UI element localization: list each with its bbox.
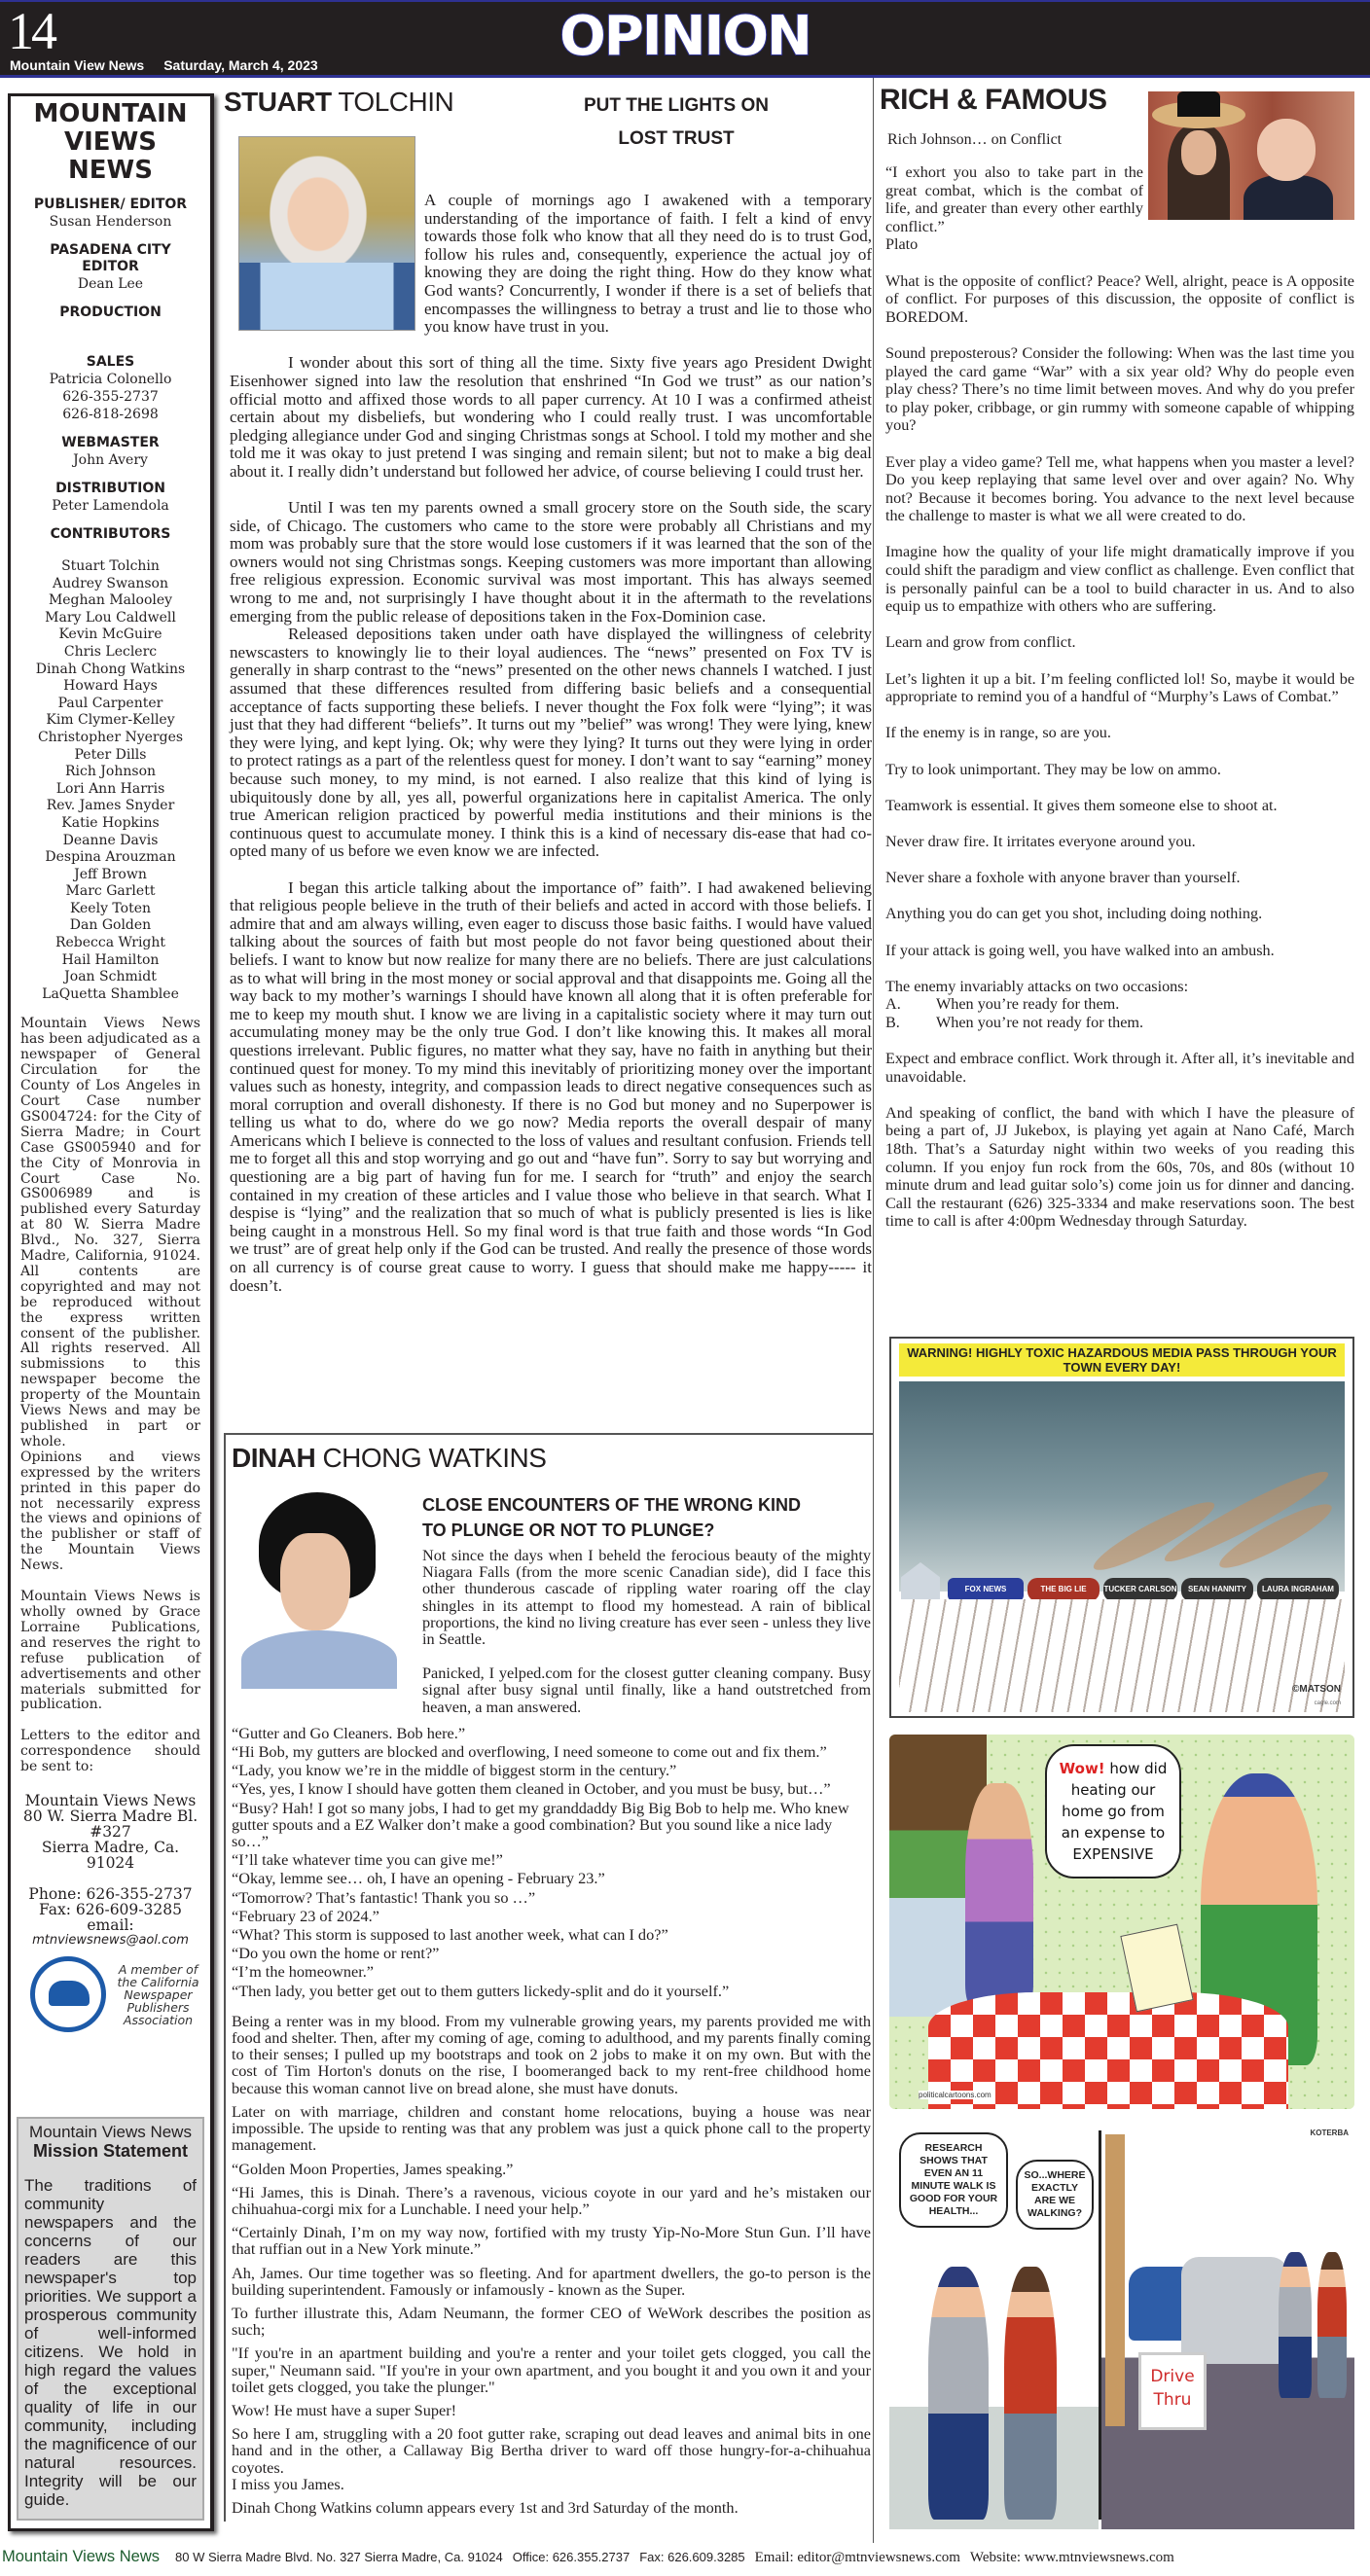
contributor-name: Dinah Chong Watkins xyxy=(35,661,186,677)
list-marker: B. xyxy=(885,1013,900,1031)
article-paragraph: To further illustrate this, Adam Neumann, the former CEO of WeWork describes the position as such; xyxy=(232,2303,871,2340)
headline-line: LOST TRUST xyxy=(618,128,735,149)
contributor-name: Stuart Tolchin xyxy=(61,558,160,574)
staff-name: Patricia Colonello xyxy=(49,372,172,387)
contributor-name: Lori Ann Harris xyxy=(55,780,165,797)
phone-number: Phone: 626-355-2737 xyxy=(28,1885,193,1904)
contributor-name: Mary Lou Caldwell xyxy=(45,609,176,626)
article-paragraph: "If you're in an apartment building and you're a renter and your toilet gets clogged, you call the super," Neumann said. "If you're in your own apartment, and you bought it and you own it and your toilet gets clogged, you take the plunger." xyxy=(232,2343,871,2396)
page-footer xyxy=(0,2543,1370,2569)
article-paragraph: Panicked, I yelped.com for the closest gutter cleaning company. Busy signal after busy signal until finally, like a hand outstretched from heaven, a man answered. xyxy=(422,1664,871,1716)
article-paragraph: Being a renter was in my blood. From my vulnerable growing years, my parents provided me with food and shelter. Then, after my coming of age, coming to adulthood, and my parents finally coming to their senses; I pulled up my bootstraps and took on 2 jobs to make it on my own. But with the cost of Tim Horton's donuts on the rise, I boomeranged back to my rent-free childhood home because this woman cannot live on bread alone, she must have donuts. xyxy=(232,2011,871,2097)
footer-paper-name: Mountain Views News xyxy=(2,2548,161,2565)
article-paragraph: If your attack is going well, you have walked into an ambush. xyxy=(885,941,1275,959)
article-paragraph: I wonder about this sort of thing all the time. Sixty five years ago President Dwight Eisenhower signed into law the resolution that enshrined “In God we trust” as our nation’s official motto and affixed those words to all paper currency. At 10 I was a confirmed atheist certain about my disbeliefs, but wondering who I could really trust. I was uncomfortable pledging allegiance under God and singing Christmas songs at School. I told my mother and she told me it was okay to just pretend I was singing and remain silent; but not to make a big deal about it. I really didn’t understand but followed her advice, of course believing I could trust her. xyxy=(230,353,872,481)
restaurant-pole xyxy=(1105,2134,1125,2426)
article-paragraph: Until I was ten my parents owned a small grocery store on the South side, the scary side, of Chicago. The customers who came to the store were probably all Christians and my mom was probably sure that the store would lose customers if it was learned that the son of the owners would not sing Christmas songs. Keeping customers was more important than allowing free religious expression. Economic survival was most important. This has always seemed wrong to me and, not surprisingly I have thought about it in the aftermath to the revelations emerging from the public release of depositions taken in the Fox-Dominion case. xyxy=(230,498,872,626)
mission-title: Mountain Views News xyxy=(29,2123,192,2141)
contributor-name: Howard Hays xyxy=(63,678,158,695)
byline-last: TOLCHIN xyxy=(338,87,454,117)
dialogue-line: “Okay, lemme see… oh, I have an opening - February 23.” xyxy=(232,1869,605,1888)
header-dateline xyxy=(10,57,338,73)
train-car: SEAN HANNITY xyxy=(1181,1578,1253,1601)
role-label: PRODUCTION xyxy=(59,304,162,320)
article-paragraph: Teamwork is essential. It gives them someone else to shoot at. xyxy=(885,796,1278,814)
article-body xyxy=(224,192,872,1295)
bubble-exclaim: Wow! xyxy=(1059,1760,1105,1777)
footer-address: 80 W Sierra Madre Blvd. No. 327 Sierra Madre, Ca. 91024 xyxy=(175,2550,503,2564)
email-link[interactable]: mtnviewsnews@aol.com xyxy=(32,1933,189,1949)
cnpa-text: A member of the California Newspaper Publishers Association xyxy=(117,1961,199,2027)
staff-name: Dean Lee xyxy=(77,276,144,292)
article-paragraph: A couple of mornings ago I awakened with a temporary understanding of the importance of faith. I felt a kind of envy towards those folk who know that all they need do is to trust God, follow his rules and, consequently, experience the actual joy of knowing they are doing the right thing. How do they know what God wants? Concurrently, I wonder if there is a set of beliefs that encompasses the willingness to betray a trust and lie to those who you know have trust in you. xyxy=(424,191,872,337)
train-car: TUCKER CARLSON xyxy=(1103,1578,1177,1601)
staff-name: John Avery xyxy=(73,452,148,468)
column-title: RICH & FAMOUS xyxy=(880,84,1107,116)
dialogue-line: “February 23 of 2024.” xyxy=(232,1906,379,1925)
address-line: 91024 xyxy=(86,1854,135,1873)
cartoonist-signature: KOTERBA xyxy=(1310,2129,1349,2137)
contributor-name: Dan Golden xyxy=(69,917,152,934)
staff-name: Susan Henderson xyxy=(49,214,172,230)
article-paragraph: Ever play a video game? Tell me, what happens when you master a level? Do you keep replaying that same level over and over again? No. Why not? Because it becomes boring. You advance to the next level because the challenge to master is what we all were created to do. xyxy=(885,452,1354,525)
contributor-name: Chris Leclerc xyxy=(63,643,158,660)
dialogue-line: “I’m the homeowner.” xyxy=(232,1962,375,1982)
contributor-name: Rich Johnson xyxy=(64,764,157,780)
list-text: When you’re not ready for them. xyxy=(936,1013,1144,1031)
car xyxy=(1181,2257,1288,2364)
list-item xyxy=(885,995,1354,1014)
address-line: 80 W. Sierra Madre Bl. xyxy=(22,1807,198,1826)
staff-name: Peter Lamendola xyxy=(52,498,169,514)
article-paragraph: Let’s lighten it up a bit. I’m feeling conflicted lol! So, maybe it would be appropriate to remind you of a handful of “Murphy’s Laws of Combat.” xyxy=(885,669,1354,706)
masthead-title-line: VIEWS xyxy=(64,127,157,157)
media-train-cartoon xyxy=(889,1337,1354,1718)
quote-text: “I exhort you also to take part in the great combat, which is the combat of life, and greater than every other earthly conflict.” xyxy=(885,163,1143,235)
issue-date: Saturday, March 4, 2023 xyxy=(163,57,318,73)
list-marker: A. xyxy=(885,995,901,1014)
speech-bubble: RESEARCH SHOWS THAT EVEN AN 11 MINUTE WALK IS GOOD FOR YOUR HEALTH... xyxy=(899,2132,1008,2228)
contributors-list xyxy=(20,558,200,1003)
article-paragraph: Wow! He must have a super Super! xyxy=(232,2400,457,2419)
article-paragraph: Learn and grow from conflict. xyxy=(885,633,1076,652)
cartoon-source: politicalcartoons.com xyxy=(919,2091,991,2099)
dialogue-line: “Hi Bob, my gutters are blocked and overflowing, I need someone to come out and fix them.” xyxy=(232,1742,827,1762)
article-paragraph: Never draw fire. It irritates everyone around you. xyxy=(885,832,1196,850)
cnpa-bear-logo-icon xyxy=(30,1956,106,2032)
role-label: PUBLISHER/ EDITOR xyxy=(33,197,188,212)
dialogue-line: “I’ll take whatever time you can give me!” xyxy=(232,1850,503,1870)
ownership-text: Mountain Views News is wholly owned by Grace Lorraine Publications, and reserves the right to refuse publication of advertisements and other materials submitted for publication. xyxy=(20,1589,200,1713)
article-continued xyxy=(232,2013,871,2516)
contributor-name: Paul Carpenter xyxy=(57,695,163,711)
drive-thru-sign: Drive Thru xyxy=(1138,2352,1207,2430)
mission-subtitle: Mission Statement xyxy=(32,2141,189,2161)
article-paragraph: And speaking of conflict, the band with which I have the pleasure of being a part of, JJ Jukebox, is playing yet again at Nano Café, March 18th. That’s a Saturday night within two weeks of you reading this column. If you enjoy fun rock from the 60s, 70s, and 80s (without 10 minute drum and lead guitar solo’s) come join us for dinner and dancing. Call the restaurant (626) 325-3334 and make reservations soon. The best time to call is after 4:00pm Wednesday through Saturday. xyxy=(885,1103,1354,1231)
dialogue-line: “Do you own the home or rent?” xyxy=(232,1944,440,1963)
role-label: DISTRIBUTION xyxy=(55,481,165,496)
role-label: WEBMASTER xyxy=(61,435,160,450)
article-paragraph: I began this article talking about the importance of” faith”. I had awakened believing that religious people believe in the truth of their beliefs and acted in accord with those beliefs. I admire that and am always willing, even eager to discuss those basic faiths. I would have valued talking about the sources of faith but most people do not favor being questioned about their beliefs. I want to know but now realize for many there are no beliefs. There are just calculations as to what will bring in the most money or social approval and that disappoints me. Going all the way back to my mother’s warnings I should have known all along that it is often preferable for me to keep my mouth shut. I know we are living in a capitalistic society where it may turn out accumulating money may be the only true God. I don’t like knowing this. It makes all moral questions irrelevant. Public figures, no matter what they say, have no faith in anything but their continued quest for money. To my mind this inevitably of prioritizing money over the important values such as honesty, integrity, and compassion leads to direct negative consequences such as moral corruption and overall dishonesty. If there is no God but money and no Superpower is telling us what to do, where do we go now? Media reports the overall despair of many Americans which I believe is connected to the loss of values and resultant confusion. Friends tell me to forget all this and stop worrying and go out and “have fun”. Sorry to say but worrying and questioning are a big part of having fun for me. I search for “truth” and enjoy the search contained in my creation of these articles and I value those who believe in that search. What I despise is “lying” and the realization that so much of what is publicly presented is lies is like being caught in a monstrous Hell. So my final word is that true faith and those words “In God we trust” are of great help only if the God can be trusted. And really the presence of those words on all currency is of course great cause to worry. I guess that should make me happy----- it doesn’t. xyxy=(230,877,872,1295)
role-label: EDITOR xyxy=(82,259,139,274)
contributor-name: Kim Clymer-Kelley xyxy=(46,712,175,729)
contributor-name: Rebecca Wright xyxy=(54,935,166,951)
cartoon-headline: WARNING! HIGHLY TOXIC HAZARDOUS MEDIA PASS THROUGH YOUR TOWN EVERY DAY! xyxy=(899,1343,1345,1377)
article-paragraph: Later on with marriage, children and constant home relocations, buying a house was near impossible. The upside to renting was that any problem was just a quick phone call to the property management. xyxy=(232,2101,871,2155)
role-label: SALES xyxy=(86,354,135,370)
opinions-disclaimer: Opinions and views expressed by the writers printed in this paper do not necessarily express the views and opinions of the publisher or staff of the Mountain Views News. xyxy=(20,1449,200,1574)
dialogue-line: “Busy? Hah! I got so many jobs, I had to get my granddaddy Big Big Bob to help me. Who knew gutter spouts and a EZ Walker don’t make a good combination? But you sound like a nice lady so…” xyxy=(232,1798,849,1851)
masthead-title xyxy=(20,100,200,185)
page-columns xyxy=(0,78,1370,2543)
contributor-name: Rev. James Snyder xyxy=(46,798,175,814)
role-label: CONTRIBUTORS xyxy=(50,526,171,542)
footer-website[interactable]: Website: www.mtnviewsnews.com xyxy=(969,2550,1174,2565)
cartoonist-signature: ©MATSON xyxy=(1292,1684,1341,1695)
address-line: Sierra Madre, Ca. xyxy=(41,1839,180,1857)
article-paragraph: “Certainly Dinah, I’m on my way now, fortified with my trusty Yip-No-More Stun Gun. I’ll have that ruffian out in a New York minute.” xyxy=(232,2223,871,2259)
man-walking xyxy=(928,2267,989,2520)
contributor-name: Marc Garlett xyxy=(65,883,156,900)
headline-line: PUT THE LIGHTS ON xyxy=(584,95,769,116)
staff-phone: 626-355-2737 xyxy=(62,389,159,405)
quote-author: Plato xyxy=(885,235,919,254)
list-text: When you’re ready for them. xyxy=(936,995,1120,1014)
dialogue xyxy=(232,1725,871,1999)
article-paragraph: Released depositions taken under oath have displayed the willingness of celebrity newscasters to knowingly lie to their loyal audiences. The “news” presented on Fox TV is generally in sharp contrast to the “news” presented on the other news channels I watched. I just assumed that these differences resulted from differing basic beliefs and a consequential acceptance of facts supporting these beliefs. I never thought the Fox folk were “lying”; it was just that they had different “beliefs”. It turns out my ”belief” was wrong! They were lying, knew they were lying, and kept lying. Ok; why were they lying? It turns out they were lying in order to protect ratings as a part of the relentless quest for money. I don’t want to say “earning” money because such money, to my mind, is not earned. I also realize that this kind of lying is ubiquitously done by all, yes all, powerful organizations here in capitalist America. The only true American religion practiced by powerful media institutions and their minions is the continuous quest to accumulate money. I think this is a kind of necessary dis-ease that had co-opted many of us before we even know we are infected. xyxy=(230,625,872,861)
dialogue-line: “Tomorrow? That’s fantastic! Thank you so …” xyxy=(232,1887,536,1907)
article-paragraph: If the enemy is in range, so are you. xyxy=(885,724,1111,742)
stuart-tolchin-column xyxy=(224,86,873,1433)
contributor-name: Despina Arouzman xyxy=(45,849,176,866)
legal-notice xyxy=(20,1017,200,2032)
article-paragraph: “Golden Moon Properties, James speaking.” xyxy=(232,2159,514,2178)
fax-number: Fax: 626-609-3285 xyxy=(39,1901,182,1919)
byline-first: STUART xyxy=(224,87,332,117)
address-line: #327 xyxy=(90,1823,131,1842)
article-paragraph: Imagine how the quality of your life might dramatically improve if you could shift the paradigm and view conflict as challenge. Even conflict that is personally painful can be a tool to build character in us. And to also equip us to empathize with others who are suffering. xyxy=(885,543,1354,616)
masthead-box xyxy=(8,93,214,2531)
column-subtitle: Rich Johnson… on Conflict xyxy=(887,131,1063,148)
byline-first: DINAH xyxy=(232,1443,316,1473)
woman-figure xyxy=(965,1783,1033,2007)
dialogue-line: “What? This storm is supposed to last another week, what can I do?” xyxy=(232,1925,668,1945)
panel-divider xyxy=(1099,2130,1101,2520)
author-photo xyxy=(238,136,415,331)
contributor-name: Hail Hamilton xyxy=(61,951,160,968)
dialogue-line: “Then lady, you better get out to them gutters lickedy-split and do it yourself.” xyxy=(232,1981,730,2000)
article-paragraph: Sound preposterous? Consider the following: When was the last time you played the card game “War” with a six year old? Why do people even play chess? There’s no time limit between moves. And why do you prefer to play poker, cribbage, or gin rummy with someone capable of whipping you? xyxy=(885,343,1354,435)
role-label: PASADENA CITY xyxy=(50,242,171,258)
contributor-name: Joan Schmidt xyxy=(64,969,157,985)
letters-text: Letters to the editor and correspondence should be sent to: xyxy=(20,1728,200,1775)
contributor-name: Audrey Swanson xyxy=(53,575,168,591)
article-headline xyxy=(516,89,837,156)
contributor-name: LaQuetta Shamblee xyxy=(42,985,179,1002)
contributor-name: Jeff Brown xyxy=(74,866,147,882)
man-walking xyxy=(1279,2252,1312,2398)
article-paragraph: Dinah Chong Watkins column appears every 1st and 3rd Saturday of the month. xyxy=(232,2497,739,2517)
headline-line: TO PLUNGE OR NOT TO PLUNGE? xyxy=(422,1521,715,1540)
contributor-name: Katie Hopkins xyxy=(61,814,160,831)
dialogue-line: “Gutter and Go Cleaners. Bob here.” xyxy=(232,1723,466,1742)
article-paragraph: Ah, James. Our time together was so fleeting. And for apartment dwellers, the go-to person is the building superintendent. Famously or infamously - known as the Super. xyxy=(232,2263,871,2299)
dialogue-line: “Lady, you know we’re in the middle of biggest storm in the century.” xyxy=(232,1761,677,1780)
right-column xyxy=(873,78,1359,2543)
section-title: OPINION xyxy=(559,5,811,68)
legal-text: Mountain Views News has been adjudicated as a newspaper of General Circulation for the County of Los Angeles in Court Case number GS004724: for the City of Sierra Madre; in Court Case GS005940 and for the City of Monrovia in Court Case No. GS006989 and is published every Saturday at 80 W. Sierra Madre Blvd., No. 327, Sierra Madre, California, 91024. All contents are copyrighted and may not be reproduced without the express written consent of the publisher. All rights reserved. All submissions to this newspaper become the property of the Mountain Views News and may be published in part or whole. xyxy=(20,1016,200,1449)
cartoon-source: cagle.com xyxy=(1314,1700,1341,1706)
cnpa-membership xyxy=(20,1956,200,2032)
paragraphs xyxy=(885,1050,1354,1231)
heating-bill-cartoon xyxy=(889,1735,1354,2109)
footer-email[interactable]: Email: editor@mtnviewsnews.com xyxy=(754,2550,960,2565)
dinah-chong-watkins-column xyxy=(224,1433,873,2522)
train-car: LAURA INGRAHAM xyxy=(1257,1578,1339,1601)
article-paragraph: Anything you do can get you shot, including doing nothing. xyxy=(885,905,1263,923)
mission-text: The traditions of community newspapers and the concerns of our readers are this newspaper's top priorities. We support a prosperous community of well-informed citizens. We hold in high regard the values of the exceptional quality of life in our community, including the magnificence of our natural resources. Integrity will be our guide. xyxy=(24,2176,197,2509)
article-paragraph: I miss you James. xyxy=(232,2474,344,2493)
speech-bubble: SO...WHERE EXACTLY ARE WE WALKING? xyxy=(1016,2160,1094,2230)
train-car: FOX NEWS xyxy=(948,1578,1024,1601)
article-body xyxy=(880,163,1354,1231)
page-header xyxy=(0,0,1370,78)
masthead-title-line: NEWS xyxy=(68,156,153,185)
woman-walking xyxy=(1317,2252,1347,2398)
train-car: THE BIG LIE xyxy=(1028,1578,1100,1601)
contributor-name: Peter Dills xyxy=(74,746,147,763)
opening-quote xyxy=(885,163,1143,254)
author-photo xyxy=(232,1485,416,1708)
rich-and-famous-column xyxy=(880,82,1354,1246)
article-paragraph: Try to look unimportant. They may be low on ammo. xyxy=(885,760,1221,778)
email-label: email: xyxy=(87,1916,134,1935)
paper-name: Mountain View News xyxy=(10,57,145,73)
footer-fax: Fax: 626.609.3285 xyxy=(639,2550,745,2564)
article-paragraph: Expect and embrace conflict. Work through it. After all, it’s inevitable and unavoidable. xyxy=(885,1050,1354,1086)
woman-walking xyxy=(1004,2267,1057,2520)
staff-phone: 626-818-2698 xyxy=(62,407,159,422)
byline-last: CHONG WATKINS xyxy=(322,1443,547,1473)
author-photo xyxy=(1148,91,1354,220)
list-item xyxy=(885,1014,1354,1032)
dialogue-line: “Yes, yes, I know I should have gotten them cleaned in October, and you must be busy, but…” xyxy=(232,1779,831,1799)
article-paragraph: Never share a foxhole with anyone braver than yourself. xyxy=(885,869,1241,887)
article-paragraph: What is the opposite of conflict? Peace? Well, alright, peace is A opposite of conflict. For purposes of this discussion, the opposite of conflict is BOREDOM. xyxy=(885,271,1354,326)
column-byline xyxy=(232,1442,871,1475)
paragraphs xyxy=(885,272,1354,960)
contributor-name: Keely Toten xyxy=(69,900,152,916)
address-line: Mountain Views News xyxy=(24,1792,197,1810)
contributor-name: Christopher Nyerges xyxy=(37,729,184,745)
contributor-name: Kevin McGuire xyxy=(58,626,162,643)
article-paragraph: Not since the days when I beheld the ferocious beauty of the mighty Niagara Falls (from the more scenic Canadian side), did I face this other thunderous cascade of rippling water roaring off the clay shingles in its attempt to flood my homestead. A rain of biblical proportions, the kind no living creature has ever seen - unless they live in Seattle. xyxy=(422,1546,871,1649)
article-paragraph: “Hi James, this is Dinah. There’s a ravenous, vicious coyote in our yard and he’s mistaken our chihuahua-corgi mix for a Lunchable. I need your help.” xyxy=(232,2182,871,2218)
occasions-intro: The enemy invariably attacks on two occasions: xyxy=(885,977,1189,995)
walking-cartoon xyxy=(889,2121,1354,2529)
speech-bubble xyxy=(1045,1744,1181,1878)
cartoon-field xyxy=(899,1599,1345,1712)
article-paragraph: So here I am, struggling with a 20 foot gutter rake, scraping out dead leaves and animal bits in one hand and in the other, a Callaway Big Bertha driver to ward off those hungry-for-a-chihuahua coyotes. xyxy=(232,2424,871,2477)
mission-statement-box xyxy=(17,2117,204,2521)
masthead-title-line: MOUNTAIN xyxy=(33,99,188,128)
mailing-address xyxy=(20,1793,200,1871)
headline-line: CLOSE ENCOUNTERS OF THE WRONG KIND xyxy=(422,1495,802,1515)
page-number: 14 xyxy=(8,2,54,60)
contributor-name: Meghan Malooley xyxy=(48,592,173,609)
middle-column xyxy=(224,78,873,2543)
contributor-name: Deanne Davis xyxy=(62,832,159,848)
bubble-text: how did heating our home go from an expense to EXPENSIVE xyxy=(1061,1760,1168,1863)
occasions-list xyxy=(885,978,1354,1032)
footer-office: Office: 626.355.2737 xyxy=(512,2550,631,2564)
